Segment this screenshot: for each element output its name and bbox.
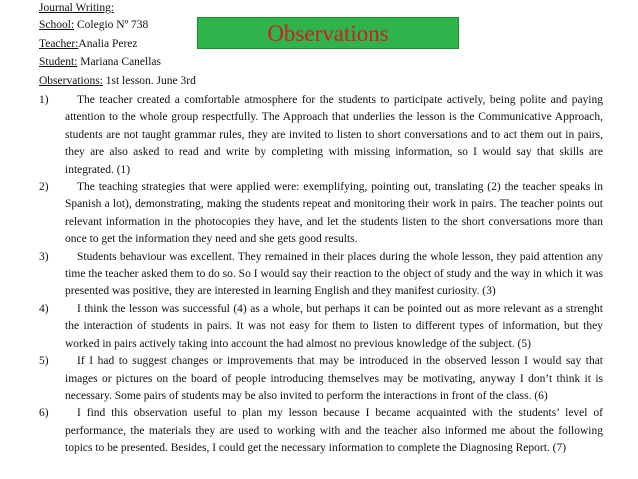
teacher-value: Analia Perez — [78, 38, 138, 50]
journal-writing-heading — [39, 0, 114, 17]
observation-number: 6) — [39, 407, 49, 420]
student-line — [39, 54, 161, 71]
observation-item — [39, 92, 603, 179]
observation-item — [39, 249, 603, 301]
observation-number: 1) — [39, 94, 49, 106]
teacher-label: Teacher: — [39, 38, 79, 50]
observation-text: The teacher created a comfortable atmosphere for the students to participate actively, being polite and paying attention to the whole group respectfully. The Approach that underlies the lesson is the Communicative Approach, students are not taught grammar rules, they are invited to listen to short conversations and to act them out in pairs, they are also asked to read and write by completing with missing information, so I would say that skills are integrated. (1) — [65, 94, 603, 176]
observation-number: 4) — [39, 302, 49, 315]
observations-line — [39, 73, 196, 90]
observation-item — [39, 179, 603, 249]
observation-text: I find this observation useful to plan my lesson because I became acquainted with the students’ level of performance, the materials they are used to working with and the teacher also informed me about the following topics to be presented. Besides, I could get the necessary information to complete the Diagnosing Report. (7) — [65, 407, 603, 455]
observations-label: Observations: — [39, 75, 103, 87]
school-label: School: — [39, 19, 75, 31]
observations-list — [39, 92, 603, 458]
school-value: Colegio Nº 738 — [77, 19, 149, 31]
observations-value: 1st lesson. June 3rd — [105, 75, 196, 87]
observation-item — [39, 353, 603, 405]
observation-text: I think the lesson was successful (4) as a whole, but perhaps it can be pointed out as more relevant as a strenght the interaction of students in pairs. It was not easy for them to listen to different types of information, but they worked in pairs actively taking into account the had almost no previous knowledge of the subject. (5) — [65, 302, 603, 350]
student-label: Student: — [39, 56, 78, 68]
school-line — [39, 17, 148, 34]
observations-title-banner — [197, 17, 459, 49]
observation-text: Students behaviour was excellent. They remained in their places during the whole lesson, they paid attention any time the teacher asked them to do so. So I would say their reaction to the object of study and the way in which it was presented was positive, they are interested in learning English and they manifest curiosity. (3) — [65, 250, 603, 298]
teacher-line — [39, 36, 138, 53]
observation-item — [39, 301, 603, 353]
observation-item — [39, 405, 603, 457]
observation-number: 5) — [39, 355, 49, 368]
journal-label: Journal Writing: — [39, 2, 115, 14]
observation-number: 2) — [39, 181, 49, 194]
observation-text: If I had to suggest changes or improvements that may be introduced in the observed lesson I would say that images or pictures on the board of people introducing themselves may be motivating, anyway I don’t think it is necessary. Some pairs of students may be also invited to perform the interactions in front of the class. (6) — [65, 355, 603, 402]
banner-title: Observations — [267, 21, 389, 46]
observation-number: 3) — [39, 250, 49, 263]
student-value: Mariana Canellas — [80, 56, 162, 68]
observation-text: The teaching strategies that were applied were: exemplifying, pointing out, translating (2) the teacher speaks in Spanish a lot), demonstrating, making the students repeat and monitoring their work in pairs. The teacher points out relevant information in the photocopies they have, and let the students listen to the short conversations more than once to get the information they need and she gets good results. — [65, 181, 603, 246]
